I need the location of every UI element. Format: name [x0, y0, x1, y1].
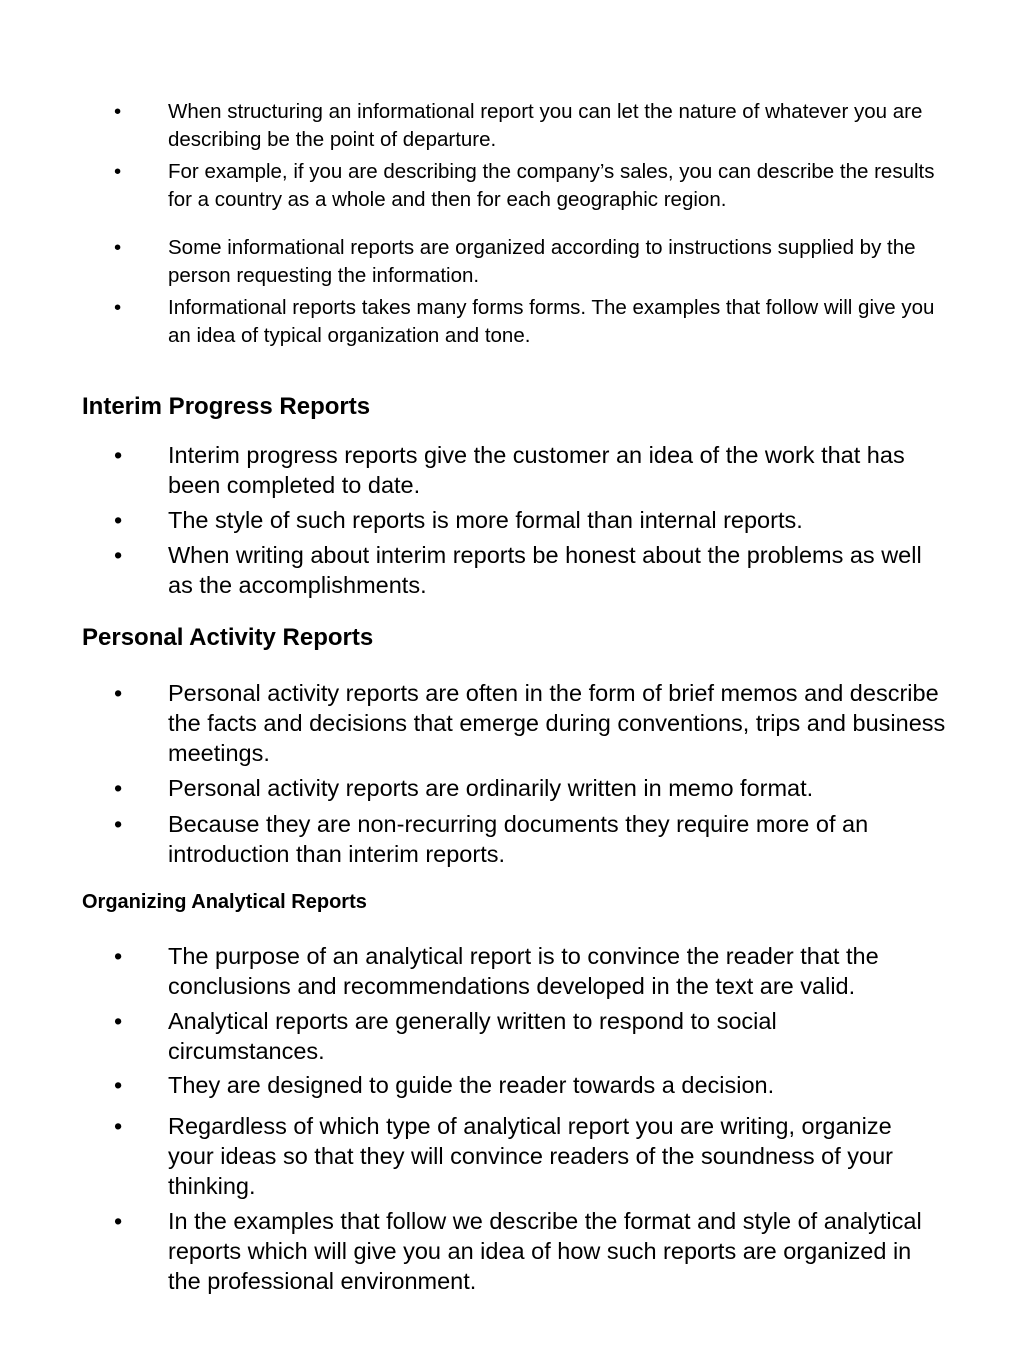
bullet-marker: • — [114, 1208, 123, 1234]
bullet-marker: • — [114, 507, 123, 533]
section-heading-interim: Interim Progress Reports — [82, 393, 371, 420]
list-item-text: Personal activity reports are often in the form of brief memos and describe the facts and decisions that emerge during conventions, trips and business meetings. — [168, 680, 946, 766]
bullet-marker: • — [114, 296, 122, 319]
section-heading-personal: Personal Activity Reports — [82, 624, 374, 651]
bullet-marker: • — [114, 680, 123, 706]
list-item-text: For example, if you are describing the company’s sales, you can describe the results for a country as a whole and then for each geographic region. — [168, 160, 935, 211]
bullet-marker: • — [114, 1113, 123, 1139]
list-item-text: The purpose of an analytical report is to convince the reader that the conclusions and recommendations developed in the text are valid. — [168, 943, 879, 999]
bullet-marker: • — [114, 542, 123, 568]
bullet-marker: • — [114, 236, 122, 259]
bullet-marker: • — [114, 1072, 123, 1098]
list-item-text: Regardless of which type of analytical report you are writing, organize your ideas so that they will convince readers of the soundness of your thinking. — [168, 1113, 893, 1199]
list-item-text: Interim progress reports give the customer an idea of the work that has been completed to date. — [168, 442, 905, 498]
bullet-marker: • — [114, 442, 123, 468]
bullet-marker: • — [114, 160, 122, 183]
list-item-text: Personal activity reports are ordinarily written in memo format. — [168, 775, 814, 801]
list-item-text: Analytical reports are generally written to respond to social circumstances. — [168, 1008, 777, 1064]
list-item-text: Because they are non-recurring documents they require more of an introduction than interim reports. — [168, 811, 869, 867]
section-heading-analytical: Organizing Analytical Reports — [82, 891, 367, 913]
bullet-marker: • — [114, 943, 123, 969]
bullet-marker: • — [114, 811, 123, 837]
list-item-text: In the examples that follow we describe the format and style of analytical reports which will give you an idea of how such reports are organized in the professional environment. — [168, 1208, 922, 1294]
list-item-text: When structuring an informational report you can let the nature of whatever you are describing be the point of departure. — [168, 100, 923, 151]
list-item-text: Some informational reports are organized according to instructions supplied by the person requesting the information. — [168, 236, 916, 287]
bullet-marker: • — [114, 100, 122, 123]
list-item-text: Informational reports takes many forms forms. The examples that follow will give you an idea of typical organization and tone. — [168, 296, 935, 347]
bullet-marker: • — [114, 1008, 123, 1034]
list-item-text: They are designed to guide the reader towards a decision. — [168, 1072, 775, 1098]
list-item-text: When writing about interim reports be honest about the problems as well as the accomplishments. — [168, 542, 922, 598]
list-item-text: The style of such reports is more formal than internal reports. — [168, 507, 803, 533]
bullet-marker: • — [114, 775, 123, 801]
